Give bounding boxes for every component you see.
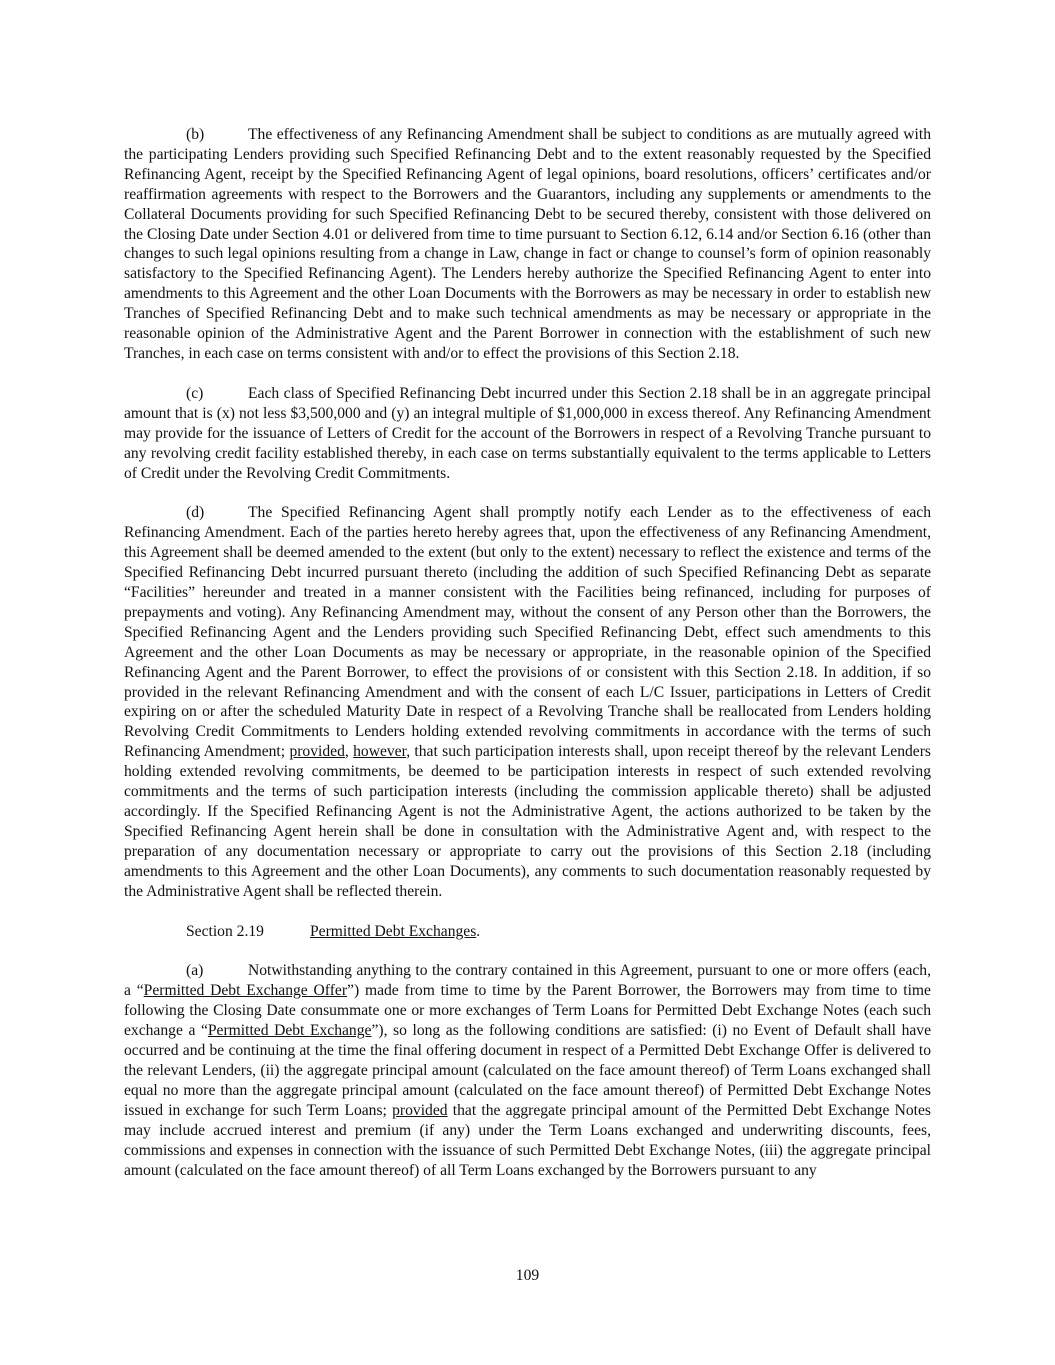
paragraph-d: (d) The Specified Refinancing Agent shall promptly notify each Lender as to the effectiveness of each Refinancing Amendment. Each of the parties hereto hereby agrees that, upon the effectiveness of any Refinancing Amendment, this Agreement shall be deemed amended to the extent (but only to the extent) necessary to reflect the existence and terms of the Specified Refinancing Debt incurred pursuant thereto (including the addition of such Specified Refinancing Debt as separate “Facilities” hereunder and treated in a manner consistent with the Facilities being refinanced, including for purposes of prepayments and voting). Any Refinancing Amendment may, without the consent of any Person other than the Borrowers, the Specified Refinancing Agent and the Lenders providing such Specified Refinancing Debt, effect such amendments to this Agreement and the other Loan Documents as may be necessary or appropriate, in the reasonable opinion of the Specified Refinancing Agent and the Parent Borrower, to effect the provisions of or consistent with this Section 2.18. In addition, if so provided in the relevant Refinancing Amendment and with the consent of each L/C Issuer, participations in Letters of Credit expiring on or after the scheduled Maturity Date in respect of a Revolving Tranche shall be reallocated from Lenders holding Revolving Credit Commitments to Lenders holding extended revolving commitments in accordance with the terms of such Refinancing Amendment; provided, however, that such participation interests shall, upon receipt thereof by the relevant Lenders holding extended revolving commitments, be deemed to be participation interests in respect of such extended revolving commitments and the terms of such participation interests (including the commission applicable thereto) shall be adjusted accordingly. If the Specified Refinancing Agent is not the Administrative Agent, the actions authorized to be taken by the Specified Refinancing Agent herein shall be done in consultation with the Administrative Agent and, with respect to the preparation of any documentation necessary or appropriate to carry out the provisions of this Section 2.18 (including amendments to this Agreement and the other Loan Documents), any comments to such documentation reasonably requested by the Administrative Agent shall be reflected therein. <box>124 504 931 900</box>
paragraph-a: (a) Notwithstanding anything to the contrary contained in this Agreement, pursuant to one or more offers (each, a “Permitted Debt Exchange Offer”) made from time to time by the Parent Borrower, the Borrowers may from time to time following the Closing Date consummate one or more exchanges of Term Loans for Permitted Debt Exchange Notes (each such exchange a “Permitted Debt Exchange”), so long as the following conditions are satisfied: (i) no Event of Default shall have occurred and be continuing at the time the final offering document in respect of a Permitted Debt Exchange Offer is delivered to the relevant Lenders, (ii) the aggregate principal amount (calculated on the face amount thereof) of Term Loans exchanged shall equal no more than the aggregate principal amount (calculated on the face amount thereof) of Permitted Debt Exchange Notes issued in exchange for such Term Loans; provided that the aggregate principal amount of the Permitted Debt Exchange Notes may include accrued interest and premium (if any) under the Term Loans exchanged and underwriting discounts, fees, commissions and expenses in connection with the issuance of such Permitted Debt Exchange Notes, (iii) the aggregate principal amount (calculated on the face amount thereof) of all Term Loans exchanged by the Borrowers pursuant to any <box>124 962 932 1179</box>
paragraph-text: , that such participation interests shall, upon receipt thereof by the relevant Lenders holding extended revolving commitments, be deemed to be participation interests in respect of such extended revolving commitments and the terms of such participation interests (including the commission applicable thereto) shall be adjusted accordingly. If the Specified Refinancing Agent is not the Administrative Agent, the actions authorized to be taken by the Specified Refinancing Agent herein shall be done in consultation with the Administrative Agent and, with respect to the preparation of any documentation necessary or appropriate to carry out the provisions of this Section 2.18 (including amendments to this Agreement and the other Loan Documents), any comments to such documentation reasonably requested by the Administrative Agent shall be reflected therein. <box>124 743 931 900</box>
provided-term: provided <box>289 743 345 761</box>
paragraph-number: (b) <box>186 126 205 143</box>
section-title: Permitted Debt Exchanges <box>310 922 477 940</box>
paragraph-number: (d) <box>186 504 205 522</box>
section-number: Section 2.19 <box>186 922 264 940</box>
paragraph-c <box>124 384 931 484</box>
provided-term: provided <box>392 1101 448 1119</box>
defined-term: Permitted Debt Exchange <box>207 1022 372 1040</box>
paragraph-number: (a) <box>186 962 204 980</box>
paragraph-b <box>124 125 931 364</box>
defined-term: Permitted Debt Exchange Offer <box>143 982 348 1000</box>
document-page <box>124 125 931 1200</box>
paragraph-text: The effectiveness of any Refinancing Amendment shall be subject to conditions as are mutually agreed with the participating Lenders providing such Specified Refinancing Debt and to the extent reasonably requested by the Specified Refinancing Agent, receipt by the Specified Refinancing Agent of legal opinions, board resolutions, officers’ certificates and/or reaffirmation agreements with respect to the Borrowers and the Guarantors, including any supplements or amendments to the Collateral Documents providing for such Specified Refinancing Debt to be secured thereby, consistent with those delivered on the Closing Date under Section 4.01 or delivered from time to time pursuant to Section 6.12, 6.14 and/or Section 6.16 (other than changes to such legal opinions resulting from a change in Law, change in fact or change to counsel’s form of opinion reasonably satisfactory to the Specified Refinancing Agent). The Lenders hereby authorize the Specified Refinancing Agent to enter into amendments to this Agreement and the other Loan Documents with the Borrowers as may be necessary in order to establish new Tranches of Specified Refinancing Debt and to make such technical amendments as may be necessary or appropriate in the reasonable opinion of the Administrative Agent and the Parent Borrower in connection with the establishment of such new Tranches, in each case on terms consistent with and/or to effect the provisions of this Section 2.18. <box>124 126 931 362</box>
paragraph-text: The Specified Refinancing Agent shall promptly notify each Lender as to the effectiveness of each Refinancing Amendment. Each of the parties hereto hereby agrees that, upon the effectiveness of any Refinancing Amendment, this Agreement shall be deemed amended to the extent (but only to the extent) necessary to reflect the existence and terms of the Specified Refinancing Debt incurred pursuant thereto (including the addition of such Specified Refinancing Debt as separate “Facilities” hereunder and treated in a manner consistent with the Facilities being refinanced, including for purposes of prepayments and voting). Any Refinancing Amendment may, without the consent of any Person other than the Borrowers, the Specified Refinancing Agent and the Lenders providing such Specified Refinancing Debt, effect such amendments to this Agreement and the other Loan Documents as may be necessary or appropriate, in the reasonable opinion of the Specified Refinancing Agent and the Parent Borrower, to effect the provisions of or consistent with this Section 2.18. In addition, if so provided in the relevant Refinancing Amendment and with the consent of each L/C Issuer, participations in Letters of Credit expiring on or after the scheduled Maturity Date in respect of a Revolving Tranche shall be reallocated from Lenders holding Revolving Credit Commitments to Lenders holding extended revolving commitments in accordance with the terms of such Refinancing Amendment; <box>124 504 931 761</box>
section-heading: Section 2.19 Permitted Debt Exchanges. <box>186 922 481 940</box>
however-term: however <box>353 743 407 761</box>
paragraph-number: (c) <box>186 384 204 402</box>
page-number: 109 <box>515 1267 540 1284</box>
paragraph-text: Each class of Specified Refinancing Debt incurred under this Section 2.18 shall be in an aggregate principal amount that is (x) not less $3,500,000 and (y) an integral multiple of $1,000,000 in excess thereof. Any Refinancing Amendment may provide for the issuance of Letters of Credit for the account of the Borrowers in respect of a Revolving Tranche pursuant to any revolving credit facility established thereby, in each case on terms substantially equivalent to the terms applicable to Letters of Credit under the Revolving Credit Commitments. <box>124 384 931 482</box>
